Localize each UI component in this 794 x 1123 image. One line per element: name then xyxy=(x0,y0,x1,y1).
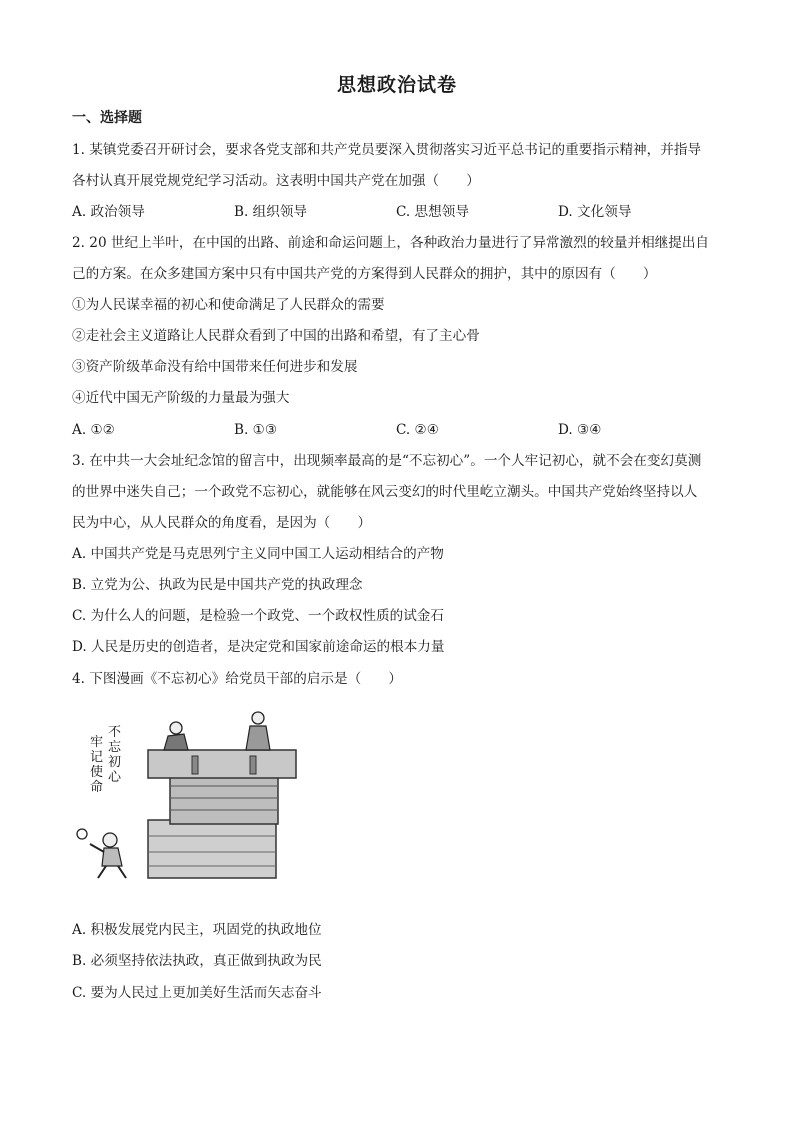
q2-option-c[interactable]: C. ②④ xyxy=(396,422,439,438)
q3-option-a[interactable]: A. 中国共产党是马克思列宁主义同中国工人运动相结合的产物 xyxy=(72,546,444,562)
q4-stem: 4. 下图漫画《不忘初心》给党员干部的启示是（ ） xyxy=(72,671,402,687)
q2-statement-2: ②走社会主义道路让人民群众看到了中国的出路和希望，有了主心骨 xyxy=(72,328,480,344)
q2-option-a[interactable]: A. ①② xyxy=(72,422,115,438)
q2-stem-line-1: 2. 20 世纪上半叶，在中国的出路、前途和命运问题上，各种政治力量进行了异常激烈的较量并相继提出自 xyxy=(72,235,710,251)
q2-statement-3: ③资产阶级革命没有给中国带来任何进步和发展 xyxy=(72,359,358,375)
figure-left-icon xyxy=(164,722,188,750)
q3-stem-line-1: 3. 在中共一大会址纪念馆的留言中，出现频率最高的是“不忘初心”。一个人牢记初心，就不会在变幻莫测 xyxy=(72,453,702,469)
cartoon-right-char-4: 心 xyxy=(108,770,122,785)
cartoon-right-char-1: 不 xyxy=(108,725,122,740)
ball-icon xyxy=(77,829,87,839)
q3-option-b[interactable]: B. 立党为公、执政为民是中国共产党的执政理念 xyxy=(72,577,363,593)
running-figure-icon xyxy=(90,833,126,878)
q2-stem-line-2: 己的方案。在众多建国方案中只有中国共产党的方案得到人民群众的拥护，其中的原因有（ ） xyxy=(72,266,657,282)
q3-stem-line-3: 民为中心，从人民群众的角度看，是因为（ ） xyxy=(72,515,372,531)
q1-option-c[interactable]: C. 思想领导 xyxy=(396,204,469,220)
q2-option-b[interactable]: B. ①③ xyxy=(234,422,278,438)
q1-stem-line-1: 1. 某镇党委召开研讨会，要求各党支部和共产党员要深入贯彻落实习近平总书记的重要指示精神，并指导 xyxy=(72,142,702,158)
cartoon-image xyxy=(72,706,306,882)
q2-option-d[interactable]: D. ③④ xyxy=(558,422,602,438)
page-title: 思想政治试卷 xyxy=(336,74,457,96)
section-heading: 一、选择题 xyxy=(72,110,142,126)
q4-option-b[interactable]: B. 必须坚持依法执政，真正做到执政为民 xyxy=(72,953,322,969)
q4-option-a[interactable]: A. 积极发展党内民主，巩固党的执政地位 xyxy=(72,922,322,938)
figure-right-icon xyxy=(246,712,270,750)
q3-option-c[interactable]: C. 为什么人的问题，是检验一个政党、一个政权性质的试金石 xyxy=(72,608,444,624)
cartoon-left-char-2: 记 xyxy=(90,750,104,765)
cartoon-left-char-1: 牢 xyxy=(90,735,104,750)
q2-statement-4: ④近代中国无产阶级的力量最为强大 xyxy=(72,390,290,406)
q1-option-b[interactable]: B. 组织领导 xyxy=(234,204,308,220)
cartoon-left-char-4: 命 xyxy=(90,780,104,795)
q3-option-d[interactable]: D. 人民是历史的创造者，是决定党和国家前途命运的根本力量 xyxy=(72,639,445,655)
cartoon-right-char-2: 忘 xyxy=(108,740,122,755)
cartoon-left-char-3: 使 xyxy=(90,765,104,780)
cartoon-right-char-3: 初 xyxy=(108,755,122,770)
q1-option-a[interactable]: A. 政治领导 xyxy=(72,204,145,220)
q4-option-c[interactable]: C. 要为人民过上更加美好生活而矢志奋斗 xyxy=(72,985,322,1001)
q1-stem-line-2: 各村认真开展党规党纪学习活动。这表明中国共产党在加强（ ） xyxy=(72,173,480,189)
q2-statement-1: ①为人民谋幸福的初心和使命满足了人民群众的需要 xyxy=(72,297,385,313)
q1-option-d[interactable]: D. 文化领导 xyxy=(558,204,632,220)
q3-stem-line-2: 的世界中迷失自己；一个政党不忘初心，就能够在风云变幻的时代里屹立潮头。中国共产党始终坚持以人 xyxy=(72,484,698,500)
